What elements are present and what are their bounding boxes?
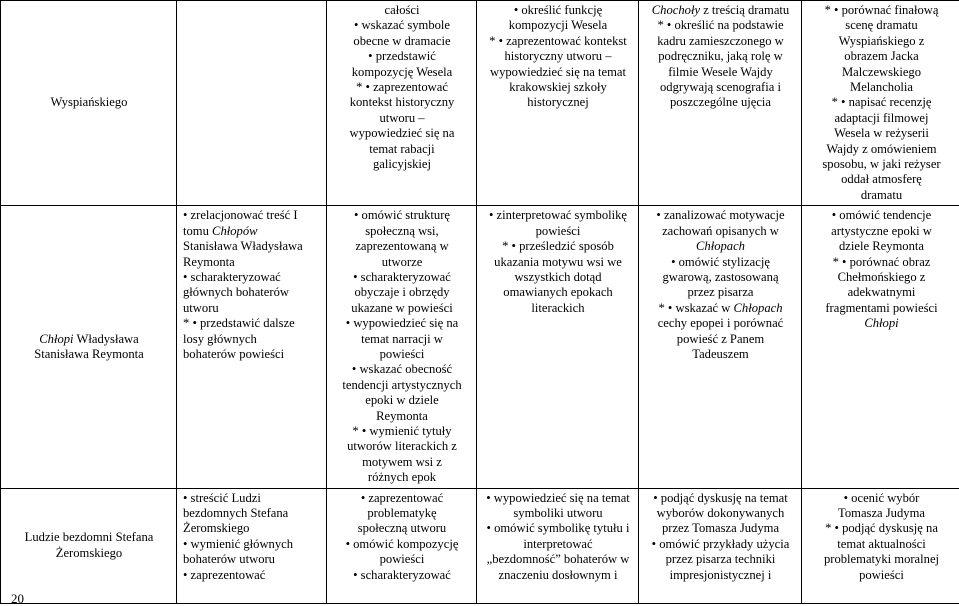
cell-line — [183, 208, 322, 223]
cell-line — [482, 18, 634, 33]
text-segment: społeczną wsi, — [365, 223, 439, 238]
cell-line — [807, 506, 956, 521]
italic-title: Chłopach — [696, 239, 745, 254]
cell-line — [807, 224, 956, 239]
text-segment: różnych epok — [367, 470, 437, 485]
text-segment: kompozycji Wesela — [508, 18, 608, 33]
text-segment: • omówić przykłady użycia — [651, 536, 790, 551]
text-segment: • zinterpretować symbolikę — [489, 208, 627, 223]
text-segment: historycznej — [527, 95, 589, 110]
text-segment: kontekst historyczny — [349, 95, 455, 110]
requirements-cell — [477, 206, 639, 488]
cell-line — [644, 18, 797, 33]
cell-line — [807, 255, 956, 270]
text-segment: Ludzie bezdomni Stefana — [24, 530, 154, 545]
text-segment: Wyspiańskiego — [50, 95, 128, 110]
text-segment: bohaterów utworu — [183, 552, 275, 567]
cell-line — [644, 347, 797, 362]
text-segment: odgrywają scenografia i — [660, 80, 781, 95]
cell-line — [332, 470, 472, 485]
cell-line — [482, 3, 634, 18]
text-segment: Tadeuszem — [692, 346, 749, 361]
text-segment: Wajdy z omówieniem — [826, 141, 937, 156]
cell-line — [183, 316, 322, 331]
cell-line — [183, 506, 322, 521]
cell-line — [807, 34, 956, 49]
requirements-cell — [639, 1, 802, 206]
cell-line — [332, 224, 472, 239]
cell-line — [807, 316, 956, 331]
text-segment: filmie Wesele Wajdy — [668, 64, 773, 79]
text-segment: Stanisława Władysława — [183, 239, 303, 254]
text-segment: ukazania motywu wsi we — [494, 254, 622, 269]
requirements-cell — [177, 206, 327, 488]
cell-line — [183, 301, 322, 316]
cell-line — [332, 491, 472, 506]
text-segment: Melancholia — [850, 80, 913, 95]
text-segment: • określić funkcję — [513, 3, 603, 17]
cell-line — [183, 521, 322, 536]
cell-line — [332, 34, 472, 49]
text-segment: losy głównych — [183, 331, 257, 346]
text-segment: * • wymienić tytuły — [352, 423, 452, 438]
cell-line — [6, 95, 172, 110]
cell-line — [332, 65, 472, 80]
cell-line — [807, 301, 956, 316]
cell-line — [332, 316, 472, 331]
text-segment: galicyjskiej — [372, 157, 432, 172]
text-segment: powieści — [859, 567, 904, 582]
cell-line — [482, 270, 634, 285]
text-segment: podręczniku, jaką rolę w — [658, 49, 783, 64]
cell-line — [482, 506, 634, 521]
text-segment: sposobu, w jaki reżyser — [822, 157, 941, 172]
cell-line — [807, 18, 956, 33]
cell-line — [482, 65, 634, 80]
cell-line — [6, 332, 172, 347]
text-segment: * • prześledzić sposób — [502, 239, 614, 254]
italic-title: Chłopach — [733, 300, 783, 315]
cell-line — [332, 332, 472, 347]
text-segment: obyczaje i obrzędy — [354, 285, 450, 300]
text-segment: powieści — [379, 552, 425, 567]
text-segment: temat narracji w — [361, 331, 443, 346]
text-segment: fragmentami powieści — [825, 300, 938, 315]
text-segment: obrazem Jacka — [844, 49, 919, 64]
requirements-cell — [327, 1, 477, 206]
text-segment: problematykę — [367, 506, 437, 520]
cell-line — [807, 142, 956, 157]
text-segment: dramatu — [860, 187, 903, 202]
text-segment: * • zaprezentować — [356, 80, 448, 95]
text-segment: adaptacji filmowej — [834, 110, 929, 125]
cell-line — [183, 224, 322, 239]
cell-line — [807, 3, 956, 18]
text-segment: • zanalizować motywacje — [656, 208, 785, 223]
text-segment: • wskazać obecność — [351, 362, 453, 377]
cell-line — [644, 270, 797, 285]
text-segment: temat aktualności — [837, 536, 926, 551]
text-segment: adekwatnymi — [847, 285, 916, 300]
cell-line — [644, 208, 797, 223]
cell-line — [807, 208, 956, 223]
cell-line — [183, 239, 322, 254]
cell-line — [332, 126, 472, 141]
text-segment: * • zaprezentować kontekst — [489, 33, 627, 48]
text-segment: „bezdomność” bohaterów w — [486, 552, 630, 567]
text-segment: kadru zamieszczonego w — [657, 33, 784, 48]
text-segment: historyczny utworu – — [504, 49, 612, 64]
text-segment: * • wskazać w — [658, 300, 734, 315]
text-segment: problematyki moralnej — [823, 552, 940, 567]
text-segment: • scharakteryzować — [183, 269, 281, 284]
text-segment: zaprezentowaną w — [355, 239, 449, 254]
cell-line — [482, 34, 634, 49]
cell-line — [644, 285, 797, 300]
requirements-cell — [802, 488, 959, 603]
text-segment: • omówić symbolikę tytułu i — [486, 521, 630, 536]
cell-line — [482, 537, 634, 552]
cell-line — [482, 568, 634, 583]
cell-line — [183, 568, 322, 583]
cell-line — [332, 157, 472, 172]
cell-line — [332, 424, 472, 439]
cell-line — [644, 537, 797, 552]
cell-line — [807, 537, 956, 552]
text-segment: • omówić kompozycję — [345, 536, 459, 551]
text-segment: oddał atmosferę — [841, 172, 922, 187]
cell-line — [332, 208, 472, 223]
text-segment: * • porównać finałową — [824, 3, 939, 17]
requirements-cell — [477, 1, 639, 206]
cell-line — [332, 18, 472, 33]
text-segment: cechy epopei i porównać — [657, 316, 784, 331]
cell-line — [644, 80, 797, 95]
text-segment: ukazane w powieści — [351, 300, 453, 315]
cell-line — [482, 80, 634, 95]
text-segment: powieści — [535, 223, 581, 238]
text-segment: powieści — [379, 346, 425, 361]
cell-line — [332, 439, 472, 454]
text-segment: dziele Reymonta — [839, 239, 924, 254]
cell-line — [482, 95, 634, 110]
cell-line — [332, 142, 472, 157]
cell-line — [644, 301, 797, 316]
cell-line — [807, 49, 956, 64]
text-segment: Malczewskiego — [841, 64, 922, 79]
cell-line — [644, 552, 797, 567]
text-segment: krakowskiej szkoły — [509, 80, 607, 95]
text-segment: przez Tomasza Judyma — [661, 521, 780, 536]
cell-line — [482, 49, 634, 64]
cell-line — [332, 393, 472, 408]
table-row — [1, 206, 959, 488]
cell-line — [482, 301, 634, 316]
text-segment: obecne w dramacie — [353, 33, 451, 48]
cell-line — [644, 255, 797, 270]
cell-line — [332, 362, 472, 377]
text-segment: przez pisarza — [687, 285, 754, 300]
text-segment: • scharakteryzować — [353, 567, 451, 582]
text-segment: wszystkich dotąd — [514, 269, 602, 284]
text-segment: Wyspiańskiego z — [838, 33, 925, 48]
text-segment: Tomasza Judyma — [838, 506, 925, 520]
cell-line — [183, 347, 322, 362]
cell-line — [332, 3, 472, 18]
text-segment: utworu – — [379, 110, 425, 125]
text-segment: • zaprezentować — [183, 567, 266, 582]
text-segment: artystyczne epoki w — [831, 223, 932, 238]
text-segment: epoki w dziele — [365, 393, 439, 408]
work-title-cell — [1, 1, 177, 206]
text-segment: • wypowiedzieć się na temat — [486, 490, 630, 505]
text-segment: utworów literackich z — [347, 439, 457, 454]
cell-line — [332, 80, 472, 95]
text-segment: całości — [384, 3, 420, 17]
requirements-cell — [802, 1, 959, 206]
text-segment: • omówić strukturę — [353, 208, 451, 223]
cell-line — [332, 455, 472, 470]
cell-line — [183, 255, 322, 270]
text-segment: • omówić stylizację — [671, 254, 770, 269]
table-row — [1, 1, 959, 206]
text-segment: • omówić tendencje — [831, 208, 932, 223]
cell-line — [183, 285, 322, 300]
cell-line — [332, 347, 472, 362]
text-segment: Żeromskiego — [183, 521, 250, 536]
text-segment: • przedstawić — [368, 49, 436, 64]
text-segment: • scharakteryzować — [353, 269, 451, 284]
cell-line — [807, 285, 956, 300]
work-title-cell — [1, 488, 177, 603]
work-title-cell — [1, 206, 177, 488]
text-segment: * • podjąć dyskusję na — [825, 521, 938, 536]
cell-line — [183, 332, 322, 347]
cell-line — [482, 255, 634, 270]
requirements-cell — [639, 206, 802, 488]
cell-line — [807, 65, 956, 80]
cell-line — [332, 537, 472, 552]
requirements-cell — [802, 206, 959, 488]
text-segment: scenę dramatu — [845, 18, 918, 33]
cell-line — [6, 347, 172, 362]
cell-line — [332, 378, 472, 393]
italic-title: Chochoły — [651, 3, 701, 17]
cell-line — [183, 270, 322, 285]
text-segment: • zrelacjonować treść I — [183, 208, 298, 223]
cell-line — [332, 111, 472, 126]
cell-line — [332, 552, 472, 567]
text-segment: Reymonta — [376, 408, 428, 423]
text-segment: gwarową, zastosowaną — [662, 269, 779, 284]
text-segment: • wskazać symbole — [353, 18, 451, 33]
text-segment: bohaterów powieści — [183, 346, 285, 361]
text-segment: tomu — [183, 223, 213, 238]
italic-title: Chłopi — [39, 331, 74, 346]
cell-line — [644, 65, 797, 80]
page-number: 20 — [11, 591, 24, 606]
requirements-cell — [177, 1, 327, 206]
text-segment: Żeromskiego — [55, 545, 123, 560]
text-segment: impresjonistycznej i — [669, 567, 772, 582]
text-segment: • wypowiedzieć się na — [345, 316, 459, 331]
cell-line — [332, 49, 472, 64]
cell-line — [807, 521, 956, 536]
cell-line — [183, 552, 322, 567]
cell-line — [644, 332, 797, 347]
cell-line — [332, 568, 472, 583]
text-segment: powieść z Panem — [676, 331, 765, 346]
text-segment: • ocenić wybór — [843, 490, 920, 505]
text-segment: * • przedstawić dalsze — [183, 316, 295, 331]
cell-line — [332, 301, 472, 316]
text-segment: omawianych epokach — [503, 285, 613, 300]
cell-line — [482, 521, 634, 536]
cell-line — [6, 530, 172, 545]
text-segment: * • określić na podstawie — [657, 18, 784, 33]
cell-line — [482, 239, 634, 254]
text-segment: • zaprezentować — [360, 490, 444, 505]
cell-line — [807, 270, 956, 285]
text-segment: przez pisarza techniki — [665, 552, 776, 567]
cell-line — [6, 546, 172, 561]
requirements-cell — [177, 488, 327, 603]
text-segment: Reymonta — [183, 254, 235, 269]
requirements-cell — [477, 488, 639, 603]
requirements-cell — [327, 488, 477, 603]
cell-line — [807, 491, 956, 506]
text-segment: • podjąć dyskusję na temat — [653, 490, 788, 505]
cell-line — [807, 111, 956, 126]
text-segment: bezdomnych Stefana — [183, 506, 289, 520]
text-segment: Wesela w reżyserii — [834, 126, 929, 141]
text-segment: • wymienić głównych — [183, 536, 294, 551]
text-segment: utworu — [183, 300, 219, 315]
cell-line — [332, 95, 472, 110]
cell-line — [644, 3, 797, 18]
text-segment: Chełmońskiego z — [837, 269, 926, 284]
cell-line — [332, 521, 472, 536]
cell-line — [644, 568, 797, 583]
text-segment: wyborów dokonywanych — [656, 506, 785, 520]
cell-line — [807, 172, 956, 187]
cell-line — [482, 552, 634, 567]
cell-line — [332, 239, 472, 254]
italic-title: Chłopów — [212, 223, 258, 238]
cell-line — [644, 506, 797, 521]
cell-line — [807, 188, 956, 203]
cell-line — [332, 409, 472, 424]
cell-line — [644, 521, 797, 536]
text-segment: literackich — [531, 300, 585, 315]
cell-line — [183, 537, 322, 552]
text-segment: kompozycję Wesela — [351, 64, 453, 79]
text-segment: wypowiedzieć się na temat — [489, 64, 627, 79]
cell-line — [482, 491, 634, 506]
cell-line — [332, 270, 472, 285]
table-row — [1, 488, 959, 603]
cell-line — [644, 239, 797, 254]
text-segment: wypowiedzieć się na — [349, 126, 455, 141]
text-segment: z treścią dramatu — [700, 3, 790, 17]
cell-line — [807, 552, 956, 567]
text-segment: utworze — [381, 254, 423, 269]
cell-line — [332, 285, 472, 300]
text-segment: • streścić Ludzi — [183, 490, 261, 505]
cell-line — [644, 95, 797, 110]
cell-line — [482, 285, 634, 300]
cell-line — [482, 208, 634, 223]
cell-line — [183, 491, 322, 506]
cell-line — [807, 126, 956, 141]
text-segment: zachowań opisanych w — [662, 223, 779, 238]
cell-line — [332, 255, 472, 270]
text-segment: tendencji artystycznych — [342, 377, 462, 392]
requirements-cell — [639, 488, 802, 603]
text-segment: symboliki utworu — [513, 506, 603, 520]
text-segment: interpretować — [523, 536, 593, 551]
text-segment: Stanisława Reymonta — [34, 346, 144, 361]
cell-line — [482, 224, 634, 239]
text-segment: społeczną utworu — [357, 521, 447, 536]
text-segment: * • porównać obraz — [832, 254, 931, 269]
cell-line — [332, 506, 472, 521]
cell-line — [807, 239, 956, 254]
cell-line — [807, 568, 956, 583]
text-segment: * • napisać recenzję — [831, 95, 932, 110]
cell-line — [644, 49, 797, 64]
cell-line — [807, 95, 956, 110]
cell-line — [807, 80, 956, 95]
text-segment: temat rabacji — [369, 141, 435, 156]
cell-line — [644, 491, 797, 506]
text-segment: Władysława — [73, 331, 139, 346]
table-body — [1, 1, 959, 604]
cell-line — [644, 224, 797, 239]
italic-title: Chłopi — [864, 316, 899, 331]
text-segment: motywem wsi z — [362, 454, 442, 469]
text-segment: poszczególne ujęcia — [669, 95, 772, 110]
text-segment: głównych bohaterów — [183, 285, 289, 300]
cell-line — [644, 34, 797, 49]
requirements-cell — [327, 206, 477, 488]
cell-line — [644, 316, 797, 331]
text-segment: znaczeniu dosłownym i — [498, 567, 618, 582]
cell-line — [807, 157, 956, 172]
